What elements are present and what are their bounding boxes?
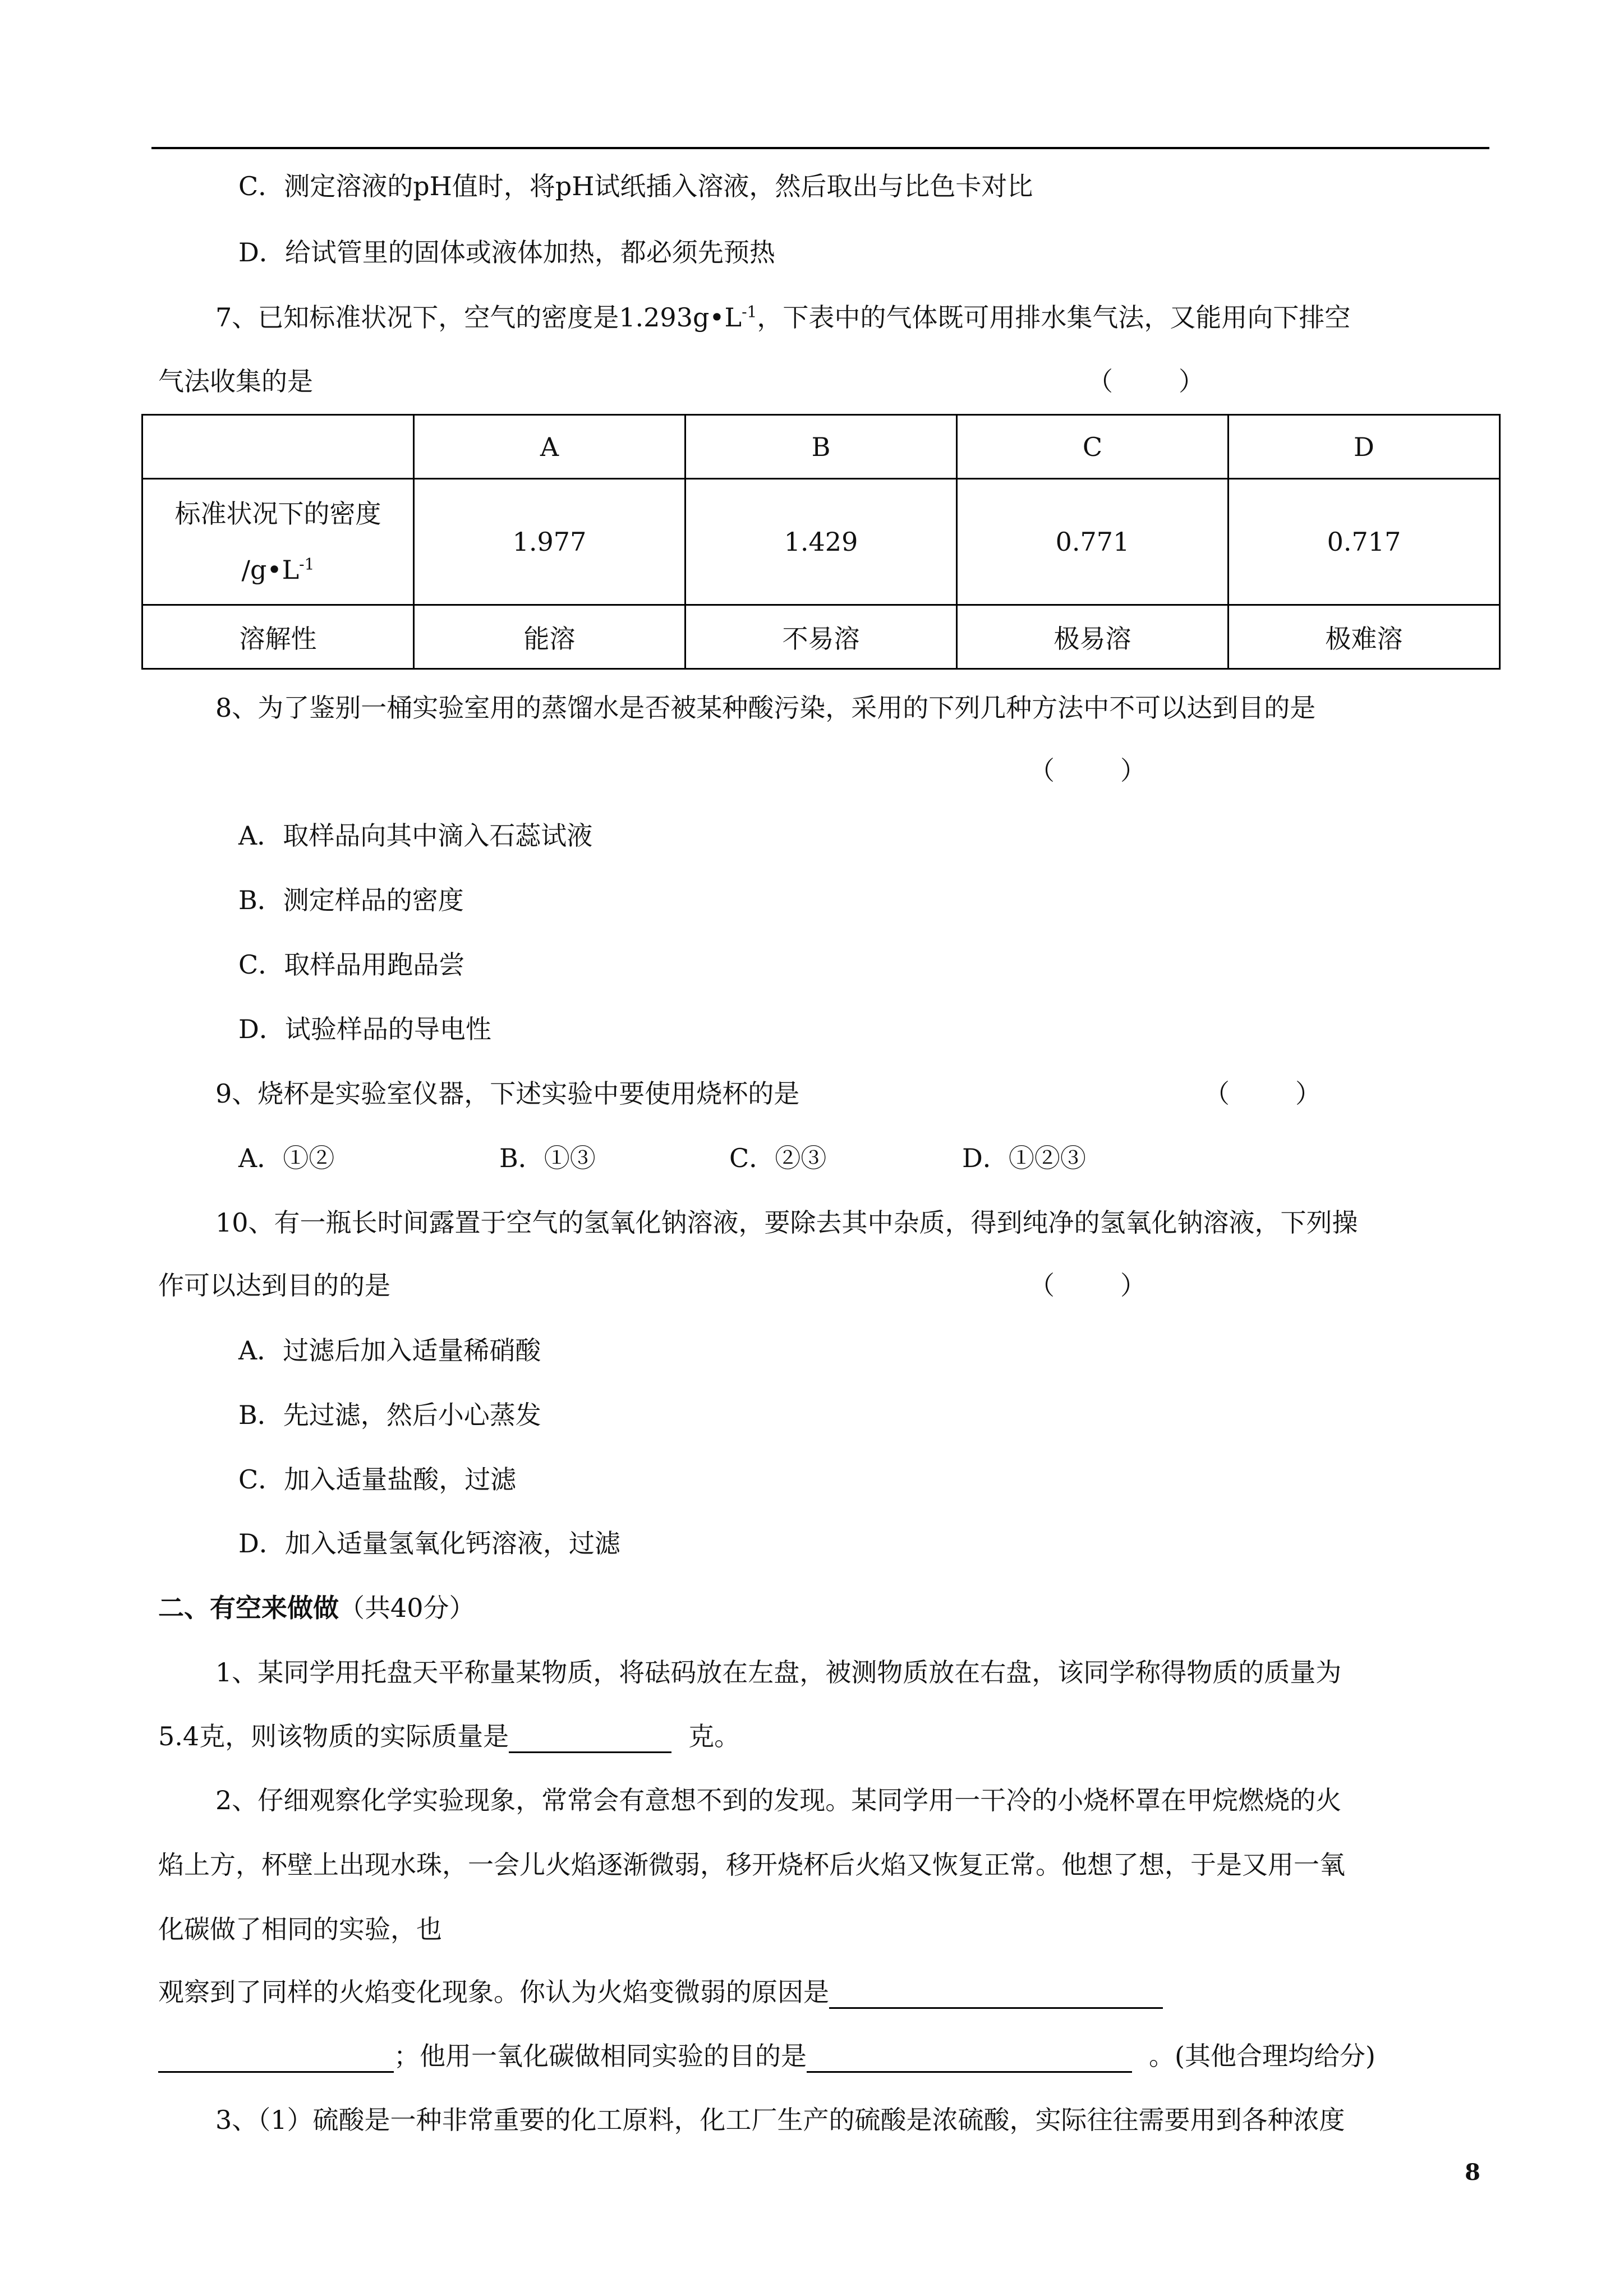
- solubility-label-cell: 溶解性: [142, 605, 414, 669]
- table-header-b: B: [686, 415, 957, 479]
- fill-q3-line1: 3、（1）硫酸是一种非常重要的化工原料，化工厂生产的硫酸是浓硫酸，实际往往需要用到各种浓度: [215, 2105, 1345, 2135]
- fill-q1-line2: 5.4克，则该物质的实际质量是 克。: [158, 1719, 740, 1753]
- fill-q2-line1: 2、仔细观察化学实验现象，常常会有意想不到的发现。某同学用一干冷的小烧杯罩在甲烷燃烧的火: [215, 1785, 1342, 1815]
- q10-option-c: C．加入适量盐酸，过滤: [238, 1464, 517, 1495]
- q9-option-d: D．①②③: [962, 1143, 1086, 1173]
- q8-option-a: A．取样品向其中滴入石蕊试液: [238, 820, 593, 851]
- q9-option-c: C．②③: [729, 1143, 827, 1173]
- table-row: [142, 415, 1500, 479]
- table-header-a: A: [414, 415, 686, 479]
- q10-answer-paren: （ ）: [1029, 1270, 1146, 1301]
- fill-q2-line5: ；他用一氧化碳做相同实验的目的是 。(其他合理均给分): [158, 2039, 1375, 2073]
- answer-blank[interactable]: [158, 2042, 394, 2073]
- q10-stem-line1: 10、有一瓶长时间露置于空气的氢氧化钠溶液，要除去其中杂质，得到纯净的氢氧化钠溶液，下列操: [215, 1207, 1358, 1238]
- table-row: [142, 605, 1500, 669]
- q9-option-a: A．①②: [238, 1143, 335, 1173]
- q6-option-c: C．测定溶液的pH值时，将pH试纸插入溶液，然后取出与比色卡对比: [238, 171, 1033, 201]
- fill-q2-line2: 焰上方，杯壁上出现水珠，一会儿火焰逐渐微弱，移开烧杯后火焰又恢复正常。他想了想，于是又用一氧: [158, 1850, 1345, 1880]
- q10-option-a: A．过滤后加入适量稀硝酸: [238, 1335, 541, 1366]
- solubility-c: 极易溶: [957, 605, 1229, 669]
- density-label-cell: 标准状况下的密度 $/g•L^{-1}$: [142, 479, 414, 605]
- solubility-a: 能溶: [414, 605, 686, 669]
- section-2-heading: 二、有空来做做（共40分）: [158, 1593, 475, 1623]
- q8-option-c: C．取样品用跑品尝: [238, 949, 465, 980]
- q10-stem-line2: 作可以达到目的的是: [158, 1270, 390, 1301]
- gas-density-table: [141, 414, 1501, 670]
- q7-stem-line2: 气法收集的是: [158, 366, 313, 397]
- q8-option-b: B．测定样品的密度: [238, 885, 464, 915]
- solubility-d: 极难溶: [1229, 605, 1500, 669]
- density-a: 1.977: [414, 479, 686, 605]
- table-row: [142, 479, 1500, 605]
- fill-q1-line1: 1、某同学用托盘天平称量某物质，将砝码放在左盘，被测物质放在右盘，该同学称得物质的质量为: [215, 1657, 1342, 1688]
- header-rule: [151, 147, 1489, 149]
- q8-answer-paren: （ ）: [1029, 755, 1146, 786]
- fill-q2-line4: 观察到了同样的火焰变化现象。你认为火焰变微弱的原因是: [158, 1975, 1163, 2009]
- answer-blank[interactable]: [829, 1978, 1163, 2009]
- table-header-d: D: [1229, 415, 1500, 479]
- table-header-c: C: [957, 415, 1229, 479]
- q6-option-d: D．给试管里的固体或液体加热，都必须先预热: [238, 237, 775, 268]
- fill-q2-line3: 化碳做了相同的实验，也: [158, 1914, 442, 1944]
- density-b: 1.429: [686, 479, 957, 605]
- q7-answer-paren: （ ）: [1087, 366, 1204, 397]
- q8-stem: 8、为了鉴别一桶实验室用的蒸馏水是否被某种酸污染，采用的下列几种方法中不可以达到目的是: [215, 693, 1316, 723]
- density-d: 0.717: [1229, 479, 1500, 605]
- solubility-b: 不易溶: [686, 605, 957, 669]
- q9-stem: 9、烧杯是实验室仪器，下述实验中要使用烧杯的是: [215, 1078, 800, 1109]
- table-header-empty: [142, 415, 414, 479]
- density-c: 0.771: [957, 479, 1229, 605]
- q9-option-b: B．①③: [499, 1143, 596, 1173]
- q10-option-d: D．加入适量氢氧化钙溶液，过滤: [238, 1528, 620, 1559]
- page-number: 8: [1465, 2159, 1480, 2186]
- answer-blank[interactable]: [509, 1722, 671, 1753]
- q7-stem-line1: 7、已知标准状况下，空气的密度是$1.293g•L^{-1}$，下表中的气体既可用排水集气法，又能用向下排空: [215, 302, 1351, 333]
- q9-answer-paren: （ ）: [1204, 1078, 1321, 1109]
- q8-option-d: D．试验样品的导电性: [238, 1014, 491, 1044]
- answer-blank[interactable]: [807, 2042, 1132, 2073]
- q10-option-b: B．先过滤，然后小心蒸发: [238, 1400, 541, 1430]
